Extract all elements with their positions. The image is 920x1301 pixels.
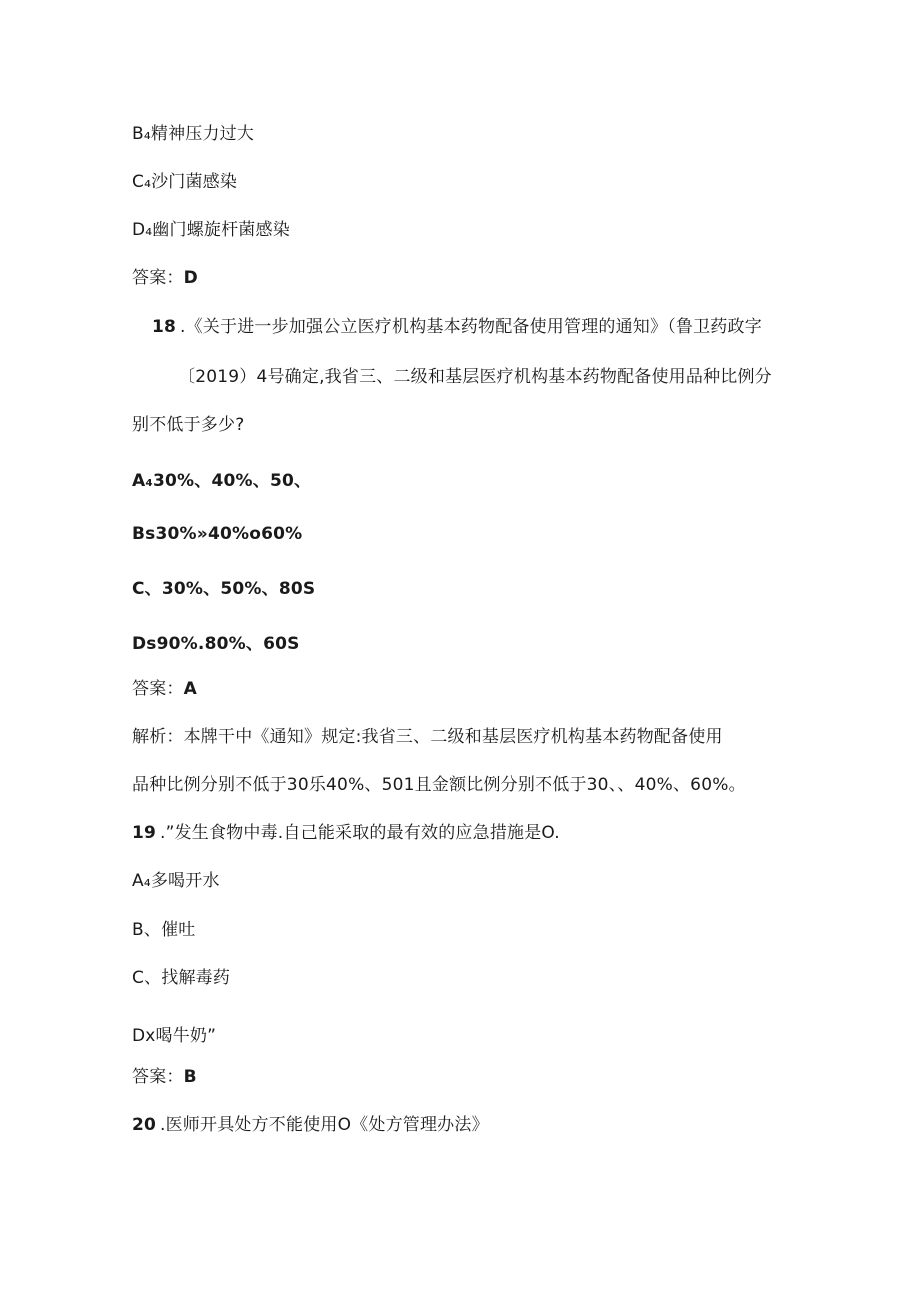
- q18-answer: [132, 677, 197, 701]
- q17-option-b: B₄精神压力过大: [132, 124, 255, 144]
- q18-answer-value: A: [183, 679, 197, 699]
- q18-analysis-line1: 解析：本牌干中《通知》规定:我省三、二级和基层医疗机构基本药物配备使用: [132, 727, 723, 747]
- q18-option-a: A₄30%、40%、50、: [132, 471, 312, 491]
- q18-option-b: Bs30%»40%o60%: [132, 524, 303, 544]
- q19-answer-value: B: [183, 1067, 197, 1087]
- q19-number: 19: [132, 823, 157, 843]
- q19-option-c: C、找解毒药: [132, 968, 231, 988]
- q19-option-d: Dx喝牛奶”: [132, 1026, 217, 1046]
- q18-question-line2: 〔2019）4号确定,我省三、二级和基层医疗机构基本药物配备使用品种比例分: [178, 367, 772, 387]
- q19-question-text: .”发生食物中毒.自己能采取的最有效的应急措施是O.: [160, 823, 560, 843]
- q18-option-d: Ds90%.80%、60S: [132, 634, 300, 654]
- q19-answer-label: 答案：: [132, 1067, 184, 1087]
- q20-question: [132, 1113, 489, 1137]
- q18-question-text-1: .《关于进一步加强公立医疗机构基本药物配备使用管理的通知》（鲁卫药政字: [180, 317, 762, 337]
- q19-option-a: A₄多喝开水: [132, 871, 220, 891]
- q19-answer: [132, 1065, 197, 1089]
- q20-number: 20: [132, 1115, 157, 1135]
- q18-question-line3: 别不低于多少?: [132, 415, 245, 435]
- q17-answer-label: 答案：: [132, 268, 184, 288]
- q20-question-text: .医师开具处方不能使用O《处方管理办法》: [160, 1115, 489, 1135]
- q18-analysis-line2: 品种比例分别不低于30乐40%、501且金额比例分别不低于30、、40%、60%。: [132, 775, 746, 795]
- q18-option-c: C、30%、50%、80S: [132, 579, 316, 599]
- q18-question-line1: [152, 315, 762, 339]
- q17-option-c: C₄沙门菌感染: [132, 172, 238, 192]
- q19-question: [132, 821, 560, 845]
- q17-answer-value: D: [183, 268, 198, 288]
- q17-answer: [132, 266, 198, 290]
- q18-number: 18: [152, 317, 177, 337]
- q19-option-b: B、催吐: [132, 920, 196, 940]
- q17-option-d: D₄幽门螺旋杆菌感染: [132, 220, 290, 240]
- q18-answer-label: 答案：: [132, 679, 184, 699]
